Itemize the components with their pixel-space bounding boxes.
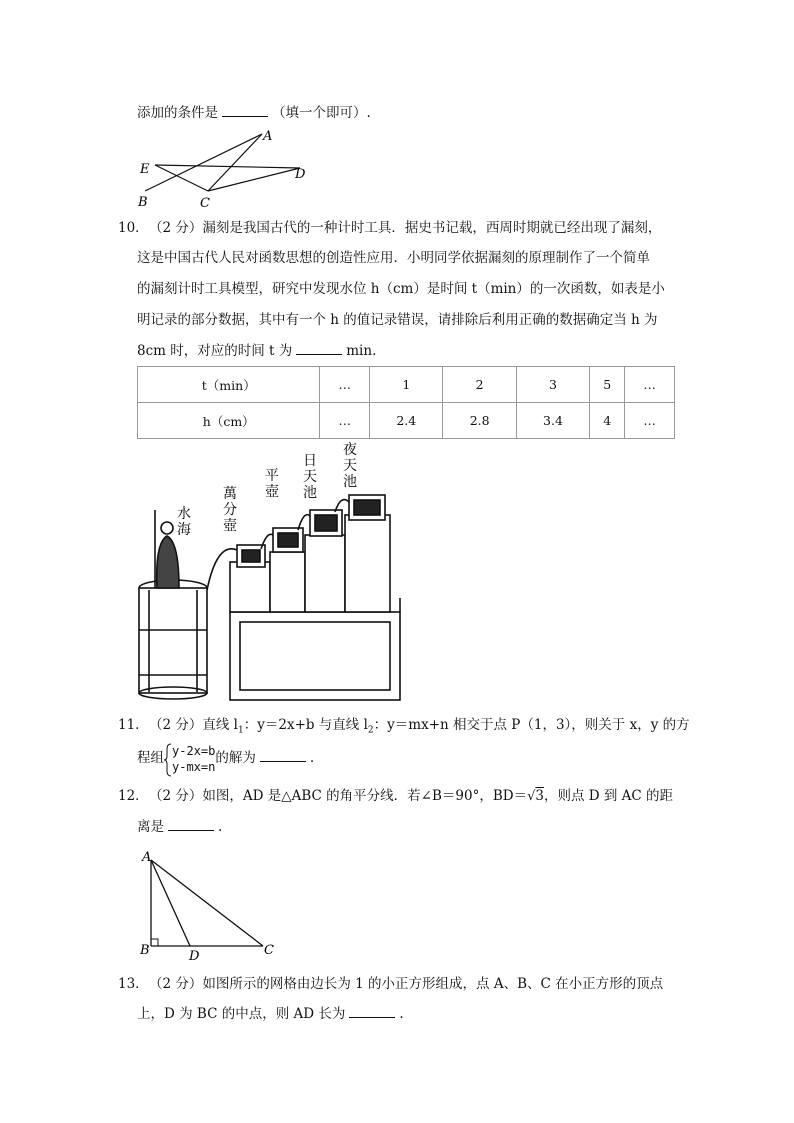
q9-label-e: E <box>140 162 150 177</box>
q11-eq2: y-mx=n <box>172 759 216 774</box>
q13-answer-blank <box>349 1005 395 1018</box>
q11-line-1: （2 分）直线 $l_1$：y＝2x+b 与直线 $l_2$：y＝mx+n 相交于点 P（1，3），则关于 x，y 的方 <box>149 717 690 736</box>
q10-last-line-a: 8cm 时，对应的时间 t 为 <box>137 343 293 359</box>
q10-data-table <box>137 366 675 439</box>
label-pinghu: 平壺 <box>265 468 279 500</box>
table-row-t <box>138 367 675 403</box>
q11-subscript-1: 1 <box>238 725 244 736</box>
q11-number: 11． <box>118 717 149 733</box>
q12-line-2: 离是 . <box>137 819 223 835</box>
table-cell: 3.4 <box>516 403 589 439</box>
q9-label-a: A <box>263 129 273 144</box>
q9-condition-prompt: 添加的条件是 <box>137 105 218 121</box>
table-cell: … <box>625 367 675 403</box>
q11-equation-system <box>164 743 215 775</box>
q9-figure <box>130 128 320 210</box>
label-wanfenhu: 萬分壺 <box>223 486 237 534</box>
table-cell: 2 <box>443 367 516 403</box>
table-cell: 5 <box>590 367 625 403</box>
sqrt-icon: √ <box>527 789 536 804</box>
q9-condition-tail: （填一个即可）. <box>272 105 371 121</box>
q9-answer-blank <box>222 104 268 117</box>
table-cell: t（min） <box>138 367 320 403</box>
q10-score: （2 分） <box>149 220 203 236</box>
q10-line-5 <box>137 342 376 360</box>
brace-icon <box>164 743 172 777</box>
table-cell: 4 <box>590 403 625 439</box>
q9-label-c: C <box>200 196 210 210</box>
q9-label-d: D <box>295 167 306 182</box>
q13-number: 13． <box>118 976 149 992</box>
q11-answer-blank <box>260 749 306 762</box>
q10-last-line-b: min. <box>346 343 377 359</box>
table-cell: 2.4 <box>370 403 443 439</box>
q9-label-b: B <box>138 195 148 210</box>
q12-answer-blank <box>168 818 214 831</box>
q10-answer-blank <box>296 342 342 355</box>
table-cell: 1 <box>370 367 443 403</box>
table-cell: … <box>320 367 370 403</box>
q13-line-2: 上，D 为 BC 的中点，则 AD 长为 . <box>137 1006 404 1022</box>
q9-text-line <box>137 104 371 122</box>
q12-triangle-figure <box>135 846 285 964</box>
q11-eq1: y-2x=b <box>172 743 216 758</box>
table-cell: h（cm） <box>138 403 320 439</box>
q10-number: 10． <box>118 220 149 236</box>
label-ritianchi: 日天池 <box>303 453 317 501</box>
q12-sqrt-value: 3 <box>535 788 544 804</box>
q10-line-2: 这是中国古代人民对函数思想的创造性应用．小明同学依据漏刻的原理制作了一个简单 <box>137 250 650 266</box>
q13-line-1: （2 分）如图所示的网格由边长为 1 的小正方形组成，点 A、B、C 在小正方形的顶点 <box>149 976 664 992</box>
q12-label-d: D <box>189 949 200 964</box>
q10-line-3: 的漏刻计时工具模型，研究中发现水位 h（cm）是时间 t（min）的一次函数，如表是小 <box>137 281 665 297</box>
q10-line-4: 明记录的部分数据，其中有一个 h 的值记录错误，请排除后利用正确的数据确定当 h 为 <box>137 312 658 328</box>
table-cell: 2.8 <box>443 403 516 439</box>
q12-label-b: B <box>140 943 150 958</box>
label-shuihai: 水海 <box>177 506 191 538</box>
q12-label-c: C <box>264 943 274 958</box>
q11-line-2: 程组 y-2x=b y-mx=n 的解为 . <box>137 740 314 776</box>
table-row-h <box>138 403 675 439</box>
q12-label-a: A <box>142 850 152 865</box>
q12-line-1: （2 分）如图，AD 是△ABC 的角平分线．若∠B＝90°，BD＝√3，则点 D 到 AC 的距 <box>149 788 674 804</box>
q12-number: 12． <box>118 788 149 804</box>
table-cell: 3 <box>516 367 589 403</box>
water-clock-illustration <box>135 440 410 705</box>
q10-text-1: 漏刻是我国古代的一种计时工具．据史书记载，西周时期就已经出现了漏刻， <box>202 220 662 236</box>
table-cell: … <box>320 403 370 439</box>
q10-line-1 <box>149 219 661 237</box>
table-cell: … <box>625 403 675 439</box>
label-yetianchi: 夜天池 <box>343 442 357 490</box>
q11-subscript-2: 2 <box>367 725 374 736</box>
